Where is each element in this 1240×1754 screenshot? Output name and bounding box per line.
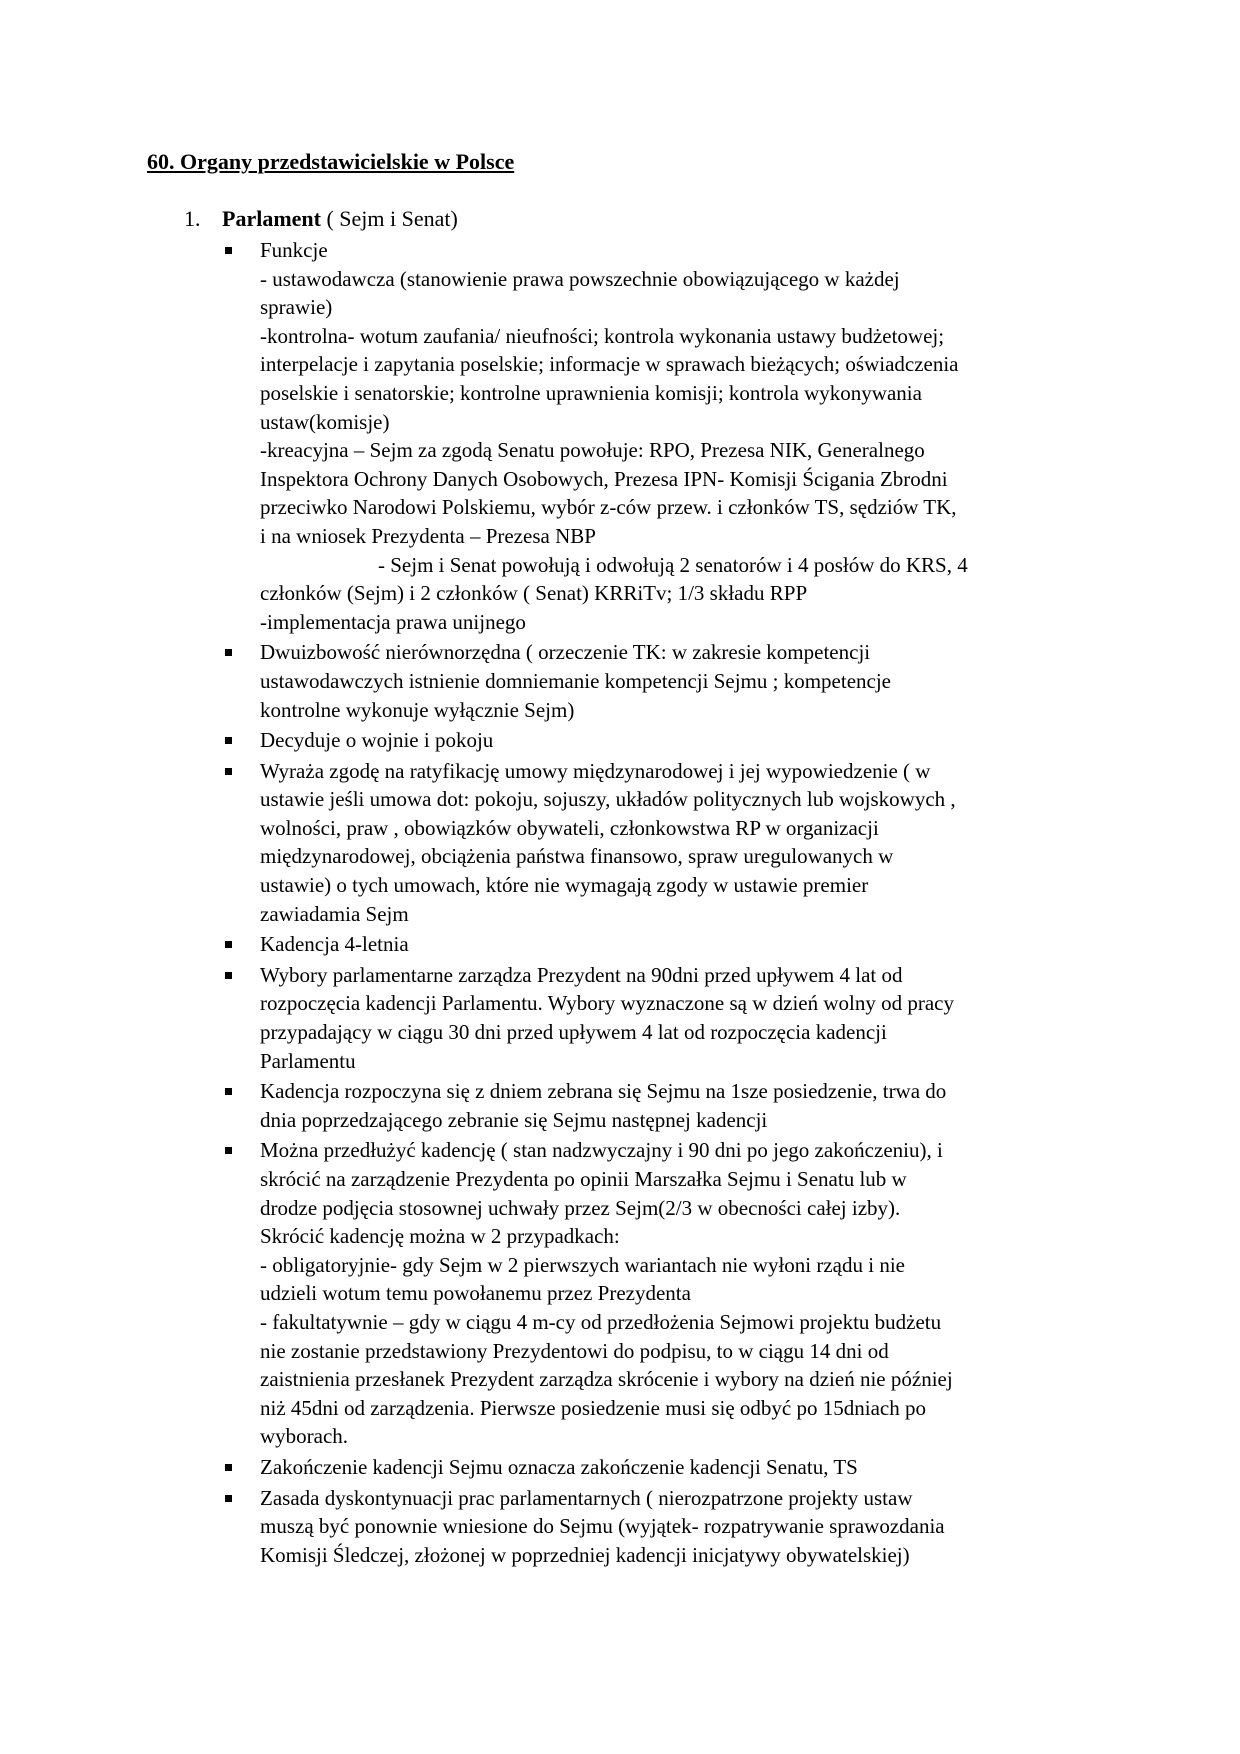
item-line: - ustawodawcza (stanowienie prawa powszechnie obowiązującego w każdej <box>260 266 900 291</box>
list-item <box>224 961 1094 1075</box>
section-number: 1. <box>184 206 201 231</box>
item-line: Funkcje <box>260 238 328 262</box>
item-line: ustawie jeśli umowa dot: pokoju, sojuszy, układów politycznych lub wojskowych , <box>260 787 956 812</box>
item-line: Wybory parlamentarne zarządza Prezydent na 90dni przed upływem 4 lat od <box>260 962 903 987</box>
item-line: Wyraża zgodę na ratyfikację umowy międzynarodowej i jej wypowiedzenie ( w <box>260 758 931 783</box>
item-line: drodze podjęcia stosownej uchwały przez Sejm(2/3 w obecności całej izby). <box>260 1195 901 1220</box>
item-line: Skrócić kadencję można w 2 przypadkach: <box>260 1224 620 1249</box>
item-line: Inspektora Ochrony Danych Osobowych, Prezesa IPN- Komisji Ścigania Zbrodni <box>260 466 948 491</box>
item-line: i na wniosek Prezydenta – Prezesa NBP <box>260 523 596 548</box>
item-line: wyborach. <box>260 1424 349 1449</box>
section-title-rest: ( Sejm i Senat) <box>320 206 458 231</box>
item-line: ustaw(komisje) <box>260 409 390 434</box>
bullet-square-icon <box>225 972 232 979</box>
list-item <box>224 1453 1094 1482</box>
item-line: dnia poprzedzającego zebranie się Sejmu następnej kadencji <box>260 1107 768 1132</box>
item-line: kontrolne wykonuje wyłącznie Sejm) <box>260 697 575 722</box>
item-line: udzieli wotum temu powołanemu przez Prezydenta <box>260 1281 691 1306</box>
item-line: Kadencja rozpoczyna się z dniem zebrana się Sejmu na 1sze posiedzenie, trwa do <box>260 1079 947 1104</box>
item-line: poselskie i senatorskie; kontrolne uprawnienia komisji; kontrola wykonywania <box>260 380 922 405</box>
bullet-square-icon <box>225 1464 232 1471</box>
bullet-square-icon <box>225 768 232 775</box>
item-line: sprawie) <box>260 295 333 320</box>
item-line: Zakończenie kadencji Sejmu oznacza zakończenie kadencji Senatu, TS <box>260 1454 858 1479</box>
item-line: Zasada dyskontynuacji prac parlamentarnych ( nierozpatrzone projekty ustaw <box>260 1485 913 1510</box>
bullet-square-icon <box>225 1147 232 1154</box>
item-line: wolności, praw , obowiązków obywateli, członkowstwa RP w organizacji <box>260 815 879 840</box>
list-item <box>224 930 1094 959</box>
bullet-square-icon <box>225 1088 232 1095</box>
item-line: muszą być ponownie wniesione do Sejmu (wyjątek- rozpatrywanie sprawozdania <box>260 1514 945 1539</box>
item-line: rozpoczęcia kadencji Parlamentu. Wybory wyznaczone są w dzień wolny od pracy <box>260 991 954 1016</box>
item-line: - fakultatywnie – gdy w ciągu 4 m-cy od przedłożenia Sejmowi projektu budżetu <box>260 1309 942 1334</box>
section-heading <box>184 204 1084 233</box>
item-line: Można przedłużyć kadencję ( stan nadzwyczajny i 90 dni po jego zakończeniu), i <box>260 1138 943 1163</box>
item-line: Komisji Śledczej, złożonej w poprzedniej kadencji inicjatywy obywatelskiej) <box>260 1542 910 1567</box>
item-line: ustawodawczych istnienie domniemanie kompetencji Sejmu ; kompetencje <box>260 668 891 693</box>
list-item <box>224 236 1094 636</box>
item-line: Dwuizbowość nierównorzędna ( orzeczenie TK: w zakresie kompetencji <box>260 640 871 665</box>
bullet-square-icon <box>225 1495 232 1502</box>
item-line: członków (Sejm) i 2 członków ( Senat) KRRiTv; 1/3 składu RPP <box>260 581 808 606</box>
item-line: przeciwko Narodowi Polskiemu, wybór z-ców przew. i członków TS, sędziów TK, <box>260 495 957 520</box>
item-line: ustawie) o tych umowach, które nie wymagają zgody w ustawie premier <box>260 873 869 898</box>
list-item <box>224 1484 1094 1570</box>
bullet-list <box>224 236 1094 1571</box>
list-item <box>224 757 1094 929</box>
item-line: Decyduje o wojnie i pokoju <box>260 728 494 753</box>
item-line: międzynarodowej, obciążenia państwa finansowo, spraw uregulowanych w <box>260 844 894 869</box>
list-item <box>224 1077 1094 1134</box>
item-line: zaistnienia przesłanek Prezydent zarządza skrócenie i wybory na dzień nie później <box>260 1367 953 1392</box>
item-line: przypadający w ciągu 30 dni przed upływem 4 lat od rozpoczęcia kadencji <box>260 1020 887 1045</box>
bullet-square-icon <box>225 737 232 744</box>
item-line: skrócić na zarządzenie Prezydenta po opinii Marszałka Sejmu i Senatu lub w <box>260 1167 907 1191</box>
item-line: -kreacyjna – Sejm za zgodą Senatu powołuje: RPO, Prezesa NIK, Generalnego <box>260 438 925 463</box>
bullet-square-icon <box>225 941 232 948</box>
bullet-square-icon <box>225 649 232 656</box>
item-line: -implementacja prawa unijnego <box>260 609 526 634</box>
list-item <box>224 638 1094 724</box>
item-line: zawiadamia Sejm <box>260 901 409 926</box>
item-line: Parlamentu <box>260 1048 356 1073</box>
item-line: Kadencja 4-letnia <box>260 932 409 957</box>
bullet-square-icon <box>225 247 232 254</box>
item-line: - Sejm i Senat powołują i odwołują 2 senatorów i 4 posłów do KRS, 4 <box>378 552 968 577</box>
document-title: 60. Organy przedstawicielskie w Polsce <box>147 149 515 174</box>
item-line: niż 45dni od zarządzenia. Pierwsze posiedzenie musi się odbyć po 15dniach po <box>260 1395 926 1420</box>
item-line: nie zostanie przedstawiony Prezydentowi do podpisu, to w ciągu 14 dni od <box>260 1338 889 1363</box>
list-item <box>224 726 1094 755</box>
list-item <box>224 1136 1094 1451</box>
item-line: interpelacje i zapytania poselskie; informacje w sprawach bieżących; oświadczenia <box>260 352 959 377</box>
item-line: - obligatoryjnie- gdy Sejm w 2 pierwszych wariantach nie wyłoni rządu i nie <box>260 1252 905 1277</box>
section-title-bold: Parlament <box>222 206 321 231</box>
item-line: -kontrolna- wotum zaufania/ nieufności; kontrola wykonania ustawy budżetowej; <box>260 323 945 348</box>
